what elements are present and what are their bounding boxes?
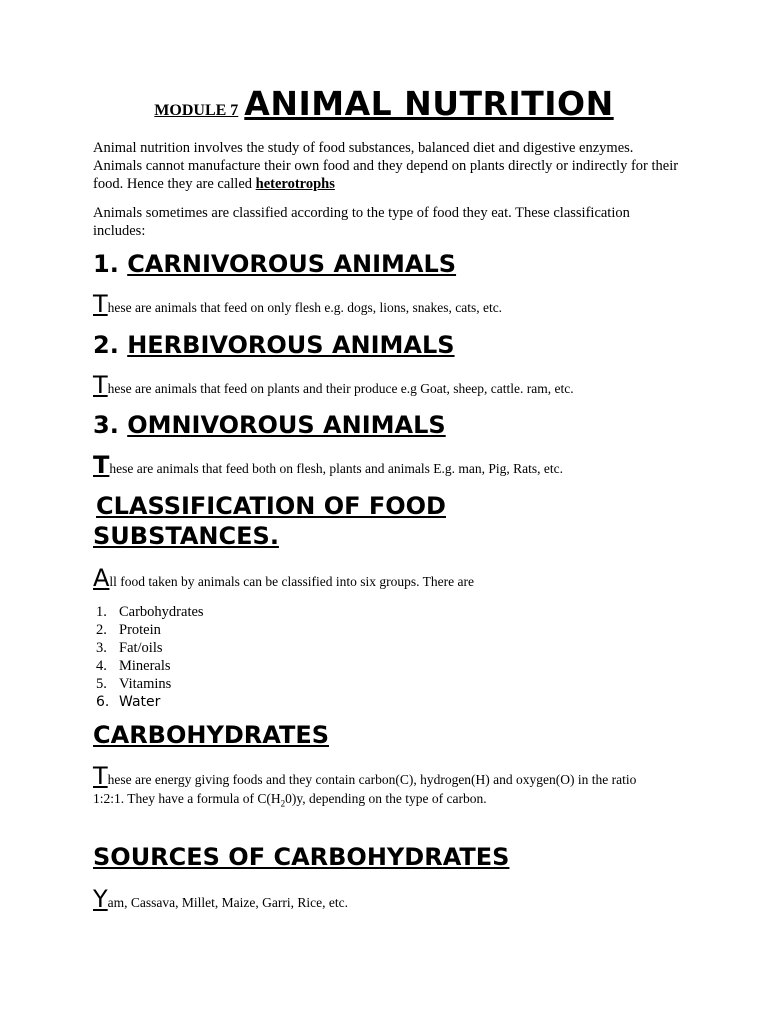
classification-description — [93, 564, 693, 592]
carbohydrates-title: CARBOHYDRATES — [93, 721, 329, 749]
subscript: 2 — [280, 798, 286, 809]
carbohydrates-formula-line: 1:2:1. They have a formula of $C(H_20)y$, depending on the type of carbon. — [93, 791, 487, 809]
description-text: hese are animals that feed on plants and their produce e.g Goat, sheep, cattle. ram, etc. — [107, 381, 574, 396]
list-item: 2. Protein — [96, 622, 161, 638]
section-title: CARNIVOROUS ANIMALS — [127, 250, 457, 278]
description-text: am, Cassava, Millet, Maize, Garri, Rice, etc. — [107, 895, 348, 910]
classification-heading-continued — [93, 521, 279, 551]
list-item: 3. Fat/oils — [96, 640, 163, 656]
section-number: 2. — [93, 331, 119, 359]
description-text: ll food taken by animals can be classified into six groups. There are — [109, 574, 474, 589]
drop-cap: T — [93, 451, 110, 479]
classification-heading — [96, 491, 446, 521]
carbohydrates-description — [93, 762, 693, 790]
food-groups-list — [96, 603, 204, 711]
carnivorous-description — [93, 290, 693, 318]
classification-heading-line2: SUBSTANCES. — [93, 522, 279, 550]
herbivorous-heading — [93, 330, 455, 360]
section-title: OMNIVOROUS ANIMALS — [127, 411, 446, 439]
sources-title: SOURCES OF CARBOHYDRATES — [93, 843, 510, 871]
description-text: hese are animals that feed on only flesh e.g. dogs, lions, snakes, cats, etc. — [107, 300, 503, 315]
classification-heading-line1: CLASSIFICATION OF FOOD — [96, 492, 446, 520]
sources-description — [93, 885, 693, 913]
drop-cap: T — [93, 762, 108, 790]
module-label: MODULE 7 — [154, 102, 239, 119]
classification-intro-text: Animals sometimes are classified according to the type of food they eat. These classification includes: — [93, 205, 630, 239]
drop-cap: T — [93, 371, 108, 399]
list-item: 5. Vitamins — [96, 676, 172, 692]
intro-text: Animal nutrition involves the study of food substances, balanced diet and digestive enzymes. Animals cannot manufacture their own food and they depend on plants directly or indirectly for their food. Hence they are called — [93, 140, 679, 192]
intro-paragraph — [93, 139, 683, 193]
herbivorous-description — [93, 371, 693, 399]
list-item: 6. Water — [96, 694, 161, 710]
drop-cap: Y — [93, 885, 108, 913]
carbohydrates-heading — [93, 720, 329, 750]
section-number: 1. — [93, 250, 119, 278]
carnivorous-heading — [93, 249, 456, 279]
omnivorous-heading — [93, 410, 446, 440]
classification-intro-paragraph — [93, 204, 683, 240]
omnivorous-description — [93, 451, 693, 479]
description-line1: hese are energy giving foods and they contain carbon(C), hydrogen(H) and oxygen(O) in the ratio — [107, 772, 637, 787]
list-item: 4. Minerals — [96, 658, 171, 674]
drop-cap: A — [93, 564, 110, 592]
section-number: 3. — [93, 411, 119, 439]
heterotrophs-term: heterotrophs — [255, 176, 335, 192]
section-title: HERBIVOROUS ANIMALS — [127, 331, 455, 359]
title-text: ANIMAL NUTRITION — [244, 84, 614, 123]
list-item: 1. Carbohydrates — [96, 604, 204, 620]
sources-heading — [93, 842, 509, 872]
drop-cap: T — [93, 290, 108, 318]
page-title — [0, 84, 768, 123]
description-text: hese are animals that feed both on flesh, plants and animals E.g. man, Pig, Rats, etc. — [109, 461, 564, 476]
